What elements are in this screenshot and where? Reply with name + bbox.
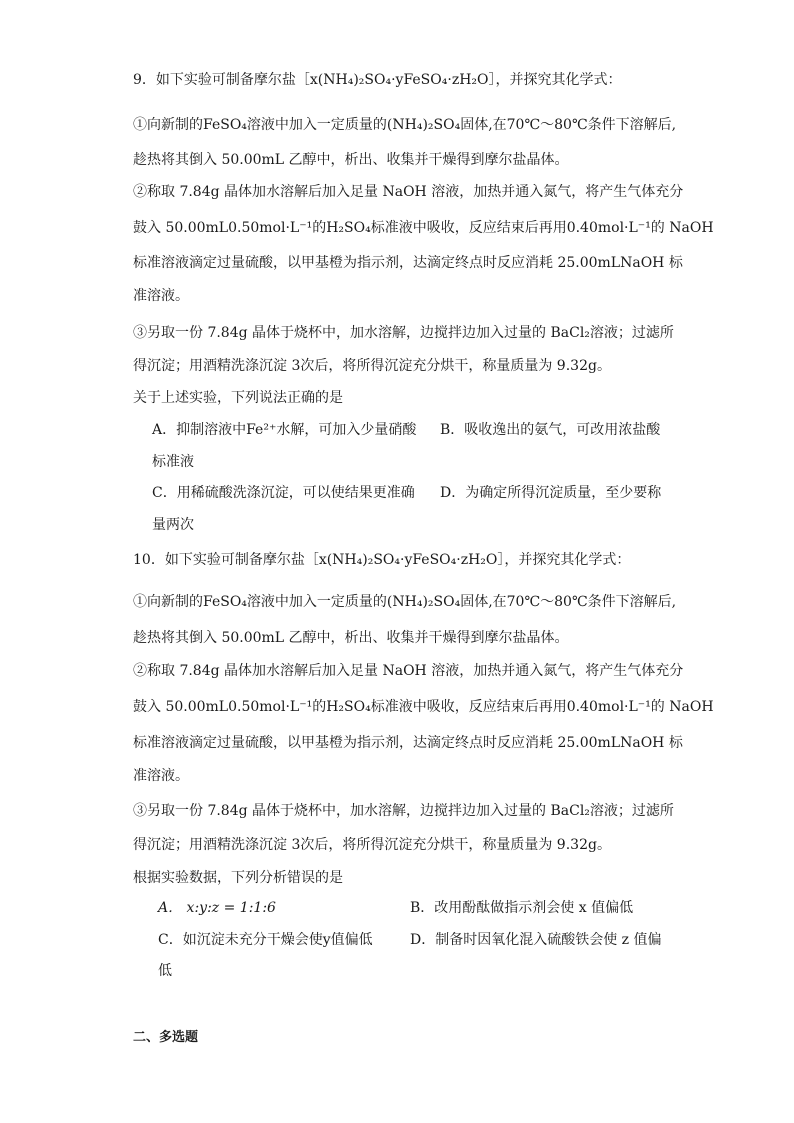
q9-step2-line3: 标准溶液滴定过量硫酸，以甲基橙为指示剂，达滴定终点时反应消耗 25.00mLNaOH 标 (133, 255, 683, 271)
q9-step1-line1: ①向新制的FeSO₄溶液中加入一定质量的(NH₄)₂SO₄固体,在70℃～80℃条件下溶解后, (133, 117, 677, 133)
q9-step1-line2: 趁热将其倒入 50.00mL 乙醇中，析出、收集并干燥得到摩尔盐晶体。 (133, 152, 569, 168)
q10-option-a: A． x:y:z = 1:1:6 (158, 900, 276, 916)
q9-step2-line1: ②称取 7.84g 晶体加水溶解后加入足量 NaOH 溶液，加热并通入氮气，将产生气体充分 (133, 184, 684, 200)
q9-step3-line2: 得沉淀；用酒精洗涤沉淀 3次后，将所得沉淀充分烘干，称量质量为 9.32g。 (133, 358, 611, 374)
q9-option-b: B．吸收逸出的氨气，可改用浓盐酸 (440, 422, 661, 438)
q10-option-d-cont: 低 (158, 963, 172, 979)
q10-option-b: B．改用酚酞做指示剂会使 x 值偏低 (410, 900, 634, 916)
q10-option-d: D．制备时因氧化混入硫酸铁会使 z 值偏 (410, 932, 662, 948)
q9-option-d: D．为确定所得沉淀质量，至少要称 (440, 485, 662, 501)
q10-step1-line1: ①向新制的FeSO₄溶液中加入一定质量的(NH₄)₂SO₄固体,在70℃～80℃条件下溶解后, (133, 594, 677, 610)
q10-step2-line4: 准溶液。 (133, 768, 189, 784)
q10-option-c: C．如沉淀未充分干燥会使y值偏低 (158, 932, 373, 948)
q10-step2-line2: 鼓入 50.00mL0.50mol·L⁻¹的H₂SO₄标准液中吸收，反应结束后再用0.40mol·L⁻¹的 NaOH (133, 699, 714, 715)
q9-option-d-cont: 量两次 (152, 517, 194, 533)
q9-option-a: A．抑制溶液中Fe²⁺水解，可加入少量硝酸 (152, 422, 417, 438)
q9-question: 关于上述实验，下列说法正确的是 (133, 390, 343, 406)
q10-step3-line2: 得沉淀；用酒精洗涤沉淀 3次后，将所得沉淀充分烘干，称量质量为 9.32g。 (133, 837, 611, 853)
q9-step2-line4: 准溶液。 (133, 288, 189, 304)
q10-step2-line1: ②称取 7.84g 晶体加水溶解后加入足量 NaOH 溶液，加热并通入氮气，将产生气体充分 (133, 663, 684, 679)
q10-step3-line1: ③另取一份 7.84g 晶体于烧杯中，加水溶解，边搅拌边加入过量的 BaCl₂溶液；过滤所 (133, 803, 674, 819)
q10-step2-line3: 标准溶液滴定过量硫酸，以甲基橙为指示剂，达滴定终点时反应消耗 25.00mLNaOH 标 (133, 735, 683, 751)
section-heading-multiple-choice: 二、多选题 (133, 1030, 199, 1045)
q9-step3-line1: ③另取一份 7.84g 晶体于烧杯中，加水溶解，边搅拌边加入过量的 BaCl₂溶液；过滤所 (133, 325, 674, 341)
q10-question: 根据实验数据，下列分析错误的是 (133, 870, 343, 886)
q10-stem: 10．如下实验可制备摩尔盐［x(NH₄)₂SO₄·yFeSO₄·zH₂O］，并探究其化学式： (133, 552, 631, 568)
q9-option-c: C．用稀硫酸洗涤沉淀，可以使结果更准确 (152, 485, 415, 501)
q9-option-b-cont: 标准液 (152, 454, 194, 470)
q9-step2-line2: 鼓入 50.00mL0.50mol·L⁻¹的H₂SO₄标准液中吸收，反应结束后再用0.40mol·L⁻¹的 NaOH (133, 220, 714, 236)
q10-step1-line2: 趁热将其倒入 50.00mL 乙醇中，析出、收集并干燥得到摩尔盐晶体。 (133, 630, 569, 646)
q9-stem: 9．如下实验可制备摩尔盐［x(NH₄)₂SO₄·yFeSO₄·zH₂O］，并探究其化学式： (133, 72, 622, 88)
